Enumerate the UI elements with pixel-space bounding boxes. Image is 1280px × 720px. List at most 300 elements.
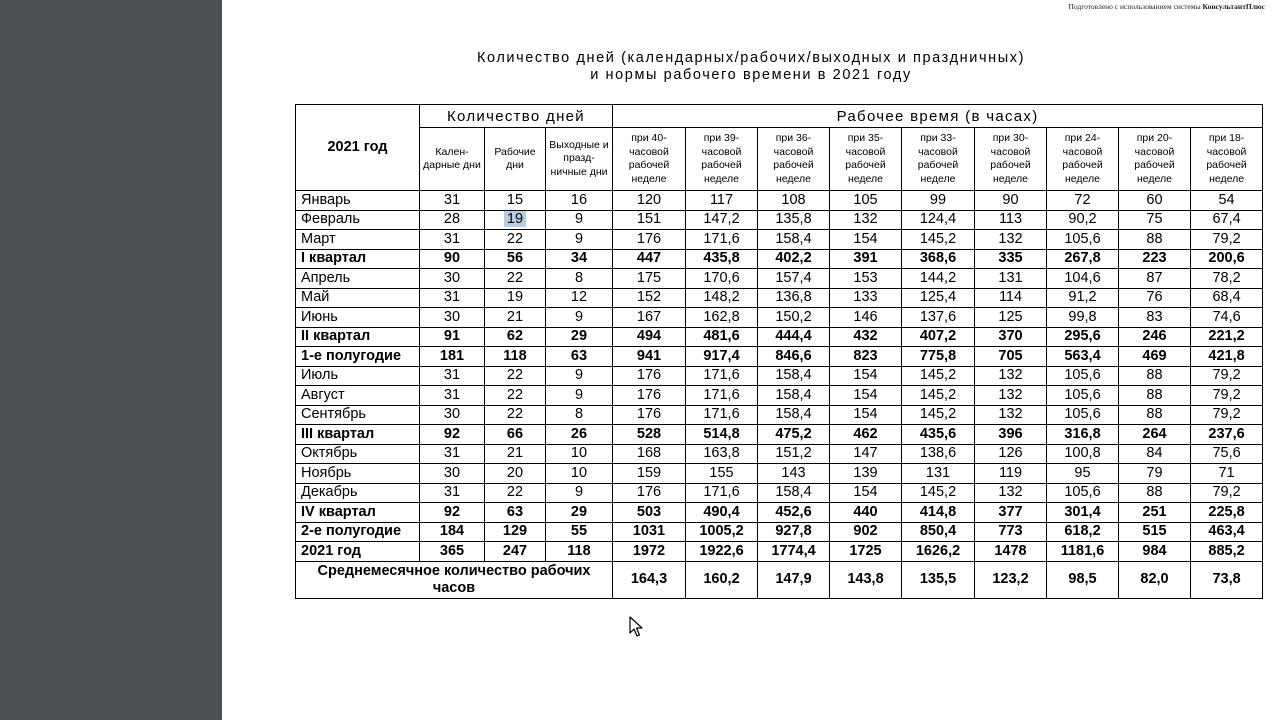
- table-cell: 407,2: [902, 327, 975, 347]
- table-cell: 368,6: [902, 249, 975, 269]
- table-cell: 440: [830, 503, 902, 523]
- table-cell: 62: [485, 327, 546, 347]
- table-cell: 95: [1047, 464, 1119, 484]
- table-cell: 79,2: [1191, 366, 1263, 386]
- table-cell: 132: [975, 405, 1047, 425]
- table-cell: 84: [1119, 444, 1191, 464]
- mouse-cursor-icon: [629, 616, 643, 638]
- table-cell: 20: [485, 464, 546, 484]
- col-hours-week-1-header: при 39-часовой рабочей неделе: [686, 128, 758, 191]
- table-cell: 29: [546, 327, 613, 347]
- table-cell: 99: [902, 191, 975, 211]
- table-cell: 31: [420, 230, 485, 250]
- table-cell: 8: [546, 405, 613, 425]
- table-cell: 19: [485, 288, 546, 308]
- average-hours-row: [296, 561, 1263, 598]
- table-cell: 74,6: [1191, 308, 1263, 328]
- table-cell: 16: [546, 191, 613, 211]
- table-cell: 76: [1119, 288, 1191, 308]
- row-label: Август: [296, 386, 420, 406]
- table-cell: 144,2: [902, 269, 975, 289]
- table-cell: 155: [686, 464, 758, 484]
- table-cell: 1478: [975, 542, 1047, 562]
- table-cell: 1626,2: [902, 542, 975, 562]
- table-cell: 75,6: [1191, 444, 1263, 464]
- table-row: [296, 191, 1263, 211]
- table-cell: 158,4: [758, 483, 830, 503]
- table-cell: 8: [546, 269, 613, 289]
- row-label: Октябрь: [296, 444, 420, 464]
- table-cell: 136,8: [758, 288, 830, 308]
- table-cell: 251: [1119, 503, 1191, 523]
- table-cell: 151,2: [758, 444, 830, 464]
- table-cell: 432: [830, 327, 902, 347]
- row-label: Ноябрь: [296, 464, 420, 484]
- table-row: [296, 210, 1263, 230]
- table-cell: 15: [485, 191, 546, 211]
- table-cell: 452,6: [758, 503, 830, 523]
- document-title: [222, 50, 1280, 84]
- title-line-2: и нормы рабочего времени в 2021 году: [590, 67, 912, 83]
- table-cell: 9: [546, 308, 613, 328]
- row-label: 1-е полугодие: [296, 347, 420, 367]
- table-cell: 365: [420, 542, 485, 562]
- work-time-table: [295, 104, 1263, 599]
- table-cell: 66: [485, 425, 546, 445]
- table-cell: 151: [613, 210, 686, 230]
- table-cell: 87: [1119, 269, 1191, 289]
- table-cell: 158,4: [758, 405, 830, 425]
- row-label: II квартал: [296, 327, 420, 347]
- table-row: [296, 366, 1263, 386]
- table-cell: 176: [613, 366, 686, 386]
- col-weekend-days-header: Выходные и празд-ничные дни: [546, 128, 613, 191]
- table-cell: 154: [830, 483, 902, 503]
- table-cell: 515: [1119, 522, 1191, 542]
- table-cell: 246: [1119, 327, 1191, 347]
- average-hours-cell: 143,8: [830, 561, 902, 598]
- table-cell: 79,2: [1191, 230, 1263, 250]
- table-cell: 463,4: [1191, 522, 1263, 542]
- col-calendar-days-header: Кален-дарные дни: [420, 128, 485, 191]
- average-hours-cell: 98,5: [1047, 561, 1119, 598]
- average-hours-cell: 135,5: [902, 561, 975, 598]
- table-cell: 31: [420, 366, 485, 386]
- average-hours-cell: 160,2: [686, 561, 758, 598]
- table-cell: 83: [1119, 308, 1191, 328]
- table-cell: 72: [1047, 191, 1119, 211]
- table-cell: 823: [830, 347, 902, 367]
- table-cell: 88: [1119, 483, 1191, 503]
- table-cell: 773: [975, 522, 1047, 542]
- table-cell: 1972: [613, 542, 686, 562]
- header-note: [1068, 2, 1265, 11]
- average-hours-cell: 82,0: [1119, 561, 1191, 598]
- table-cell: 462: [830, 425, 902, 445]
- table-cell: 775,8: [902, 347, 975, 367]
- group-days-header: Количество дней: [420, 105, 613, 128]
- table-cell: 159: [613, 464, 686, 484]
- table-cell: 503: [613, 503, 686, 523]
- table-cell: 421,8: [1191, 347, 1263, 367]
- table-cell: 147,2: [686, 210, 758, 230]
- table-cell: 90,2: [1047, 210, 1119, 230]
- table-cell: 135,8: [758, 210, 830, 230]
- table-cell: 75: [1119, 210, 1191, 230]
- table-cell: 152: [613, 288, 686, 308]
- table-cell: 120: [613, 191, 686, 211]
- table-cell: 163,8: [686, 444, 758, 464]
- table-cell: 221,2: [1191, 327, 1263, 347]
- table-cell: 414,8: [902, 503, 975, 523]
- table-cell: 31: [420, 386, 485, 406]
- average-hours-cell: 123,2: [975, 561, 1047, 598]
- table-cell: 90: [975, 191, 1047, 211]
- table-cell: 90: [420, 249, 485, 269]
- table-cell: 132: [975, 483, 1047, 503]
- table-cell: 132: [830, 210, 902, 230]
- table-cell: 79,2: [1191, 405, 1263, 425]
- table-cell: 91,2: [1047, 288, 1119, 308]
- table-cell: 114: [975, 288, 1047, 308]
- table-cell: 105,6: [1047, 386, 1119, 406]
- table-cell: 119: [975, 464, 1047, 484]
- table-cell: 124,4: [902, 210, 975, 230]
- table-cell: 30: [420, 308, 485, 328]
- sub-header-row: [296, 128, 1263, 191]
- table-cell: 475,2: [758, 425, 830, 445]
- table-corner-year: 2021 год: [296, 105, 420, 191]
- table-cell: 150,2: [758, 308, 830, 328]
- table-cell: 171,6: [686, 386, 758, 406]
- group-hours-header: Рабочее время (в часах): [613, 105, 1263, 128]
- table-cell: 54: [1191, 191, 1263, 211]
- row-label: 2-е полугодие: [296, 522, 420, 542]
- table-cell: 79,2: [1191, 386, 1263, 406]
- average-hours-cell: 164,3: [613, 561, 686, 598]
- table-cell: 902: [830, 522, 902, 542]
- table-cell: 131: [902, 464, 975, 484]
- col-hours-week-3-header: при 35-часовой рабочей неделе: [830, 128, 902, 191]
- table-cell: 167: [613, 308, 686, 328]
- row-label: Апрель: [296, 269, 420, 289]
- title-line-1: Количество дней (календарных/рабочих/выходных и праздничных): [476, 50, 1026, 66]
- table-cell: 129: [485, 522, 546, 542]
- table-cell: 113: [975, 210, 1047, 230]
- average-hours-cell: 73,8: [1191, 561, 1263, 598]
- col-hours-week-4-header: при 33-часовой рабочей неделе: [902, 128, 975, 191]
- table-cell: 264: [1119, 425, 1191, 445]
- table-cell: 162,8: [686, 308, 758, 328]
- table-cell: 148,2: [686, 288, 758, 308]
- table-row: [296, 249, 1263, 269]
- table-cell: 158,4: [758, 386, 830, 406]
- row-label: Март: [296, 230, 420, 250]
- table-cell: 1922,6: [686, 542, 758, 562]
- table-cell: 30: [420, 405, 485, 425]
- table-cell: 377: [975, 503, 1047, 523]
- table-cell: 132: [975, 366, 1047, 386]
- table-cell: 176: [613, 386, 686, 406]
- table-cell: 118: [485, 347, 546, 367]
- table-row: [296, 522, 1263, 542]
- table-cell: 917,4: [686, 347, 758, 367]
- table-cell: 78,2: [1191, 269, 1263, 289]
- table-cell: 435,6: [902, 425, 975, 445]
- table-cell: 56: [485, 249, 546, 269]
- table-cell: 125,4: [902, 288, 975, 308]
- table-cell: 22: [485, 366, 546, 386]
- table-cell: 370: [975, 327, 1047, 347]
- table-cell: 168: [613, 444, 686, 464]
- table-cell: 55: [546, 522, 613, 542]
- table-cell: 175: [613, 269, 686, 289]
- table-cell: 145,2: [902, 230, 975, 250]
- table-cell: 132: [975, 386, 1047, 406]
- table-cell: 60: [1119, 191, 1191, 211]
- table-cell: 171,6: [686, 366, 758, 386]
- table-cell: 10: [546, 464, 613, 484]
- table-cell: 237,6: [1191, 425, 1263, 445]
- row-label: Сентябрь: [296, 405, 420, 425]
- table-cell: 79: [1119, 464, 1191, 484]
- table-cell: 31: [420, 483, 485, 503]
- table-cell: 68,4: [1191, 288, 1263, 308]
- table-cell: 21: [485, 444, 546, 464]
- table-cell: 145,2: [902, 366, 975, 386]
- table-cell: 705: [975, 347, 1047, 367]
- table-cell: 184: [420, 522, 485, 542]
- table-cell: 391: [830, 249, 902, 269]
- table-cell: 63: [485, 503, 546, 523]
- table-cell: 139: [830, 464, 902, 484]
- table-cell: 133: [830, 288, 902, 308]
- table-cell: 88: [1119, 386, 1191, 406]
- table-cell: 88: [1119, 230, 1191, 250]
- table-cell: 117: [686, 191, 758, 211]
- table-cell: 941: [613, 347, 686, 367]
- table-cell: 267,8: [1047, 249, 1119, 269]
- table-cell: 79,2: [1191, 483, 1263, 503]
- table-cell: 145,2: [902, 405, 975, 425]
- row-label: Февраль: [296, 210, 420, 230]
- table-cell: 200,6: [1191, 249, 1263, 269]
- table-cell: 105,6: [1047, 230, 1119, 250]
- table-cell: 26: [546, 425, 613, 445]
- table-cell: 247: [485, 542, 546, 562]
- table-row: [296, 269, 1263, 289]
- table-row: [296, 405, 1263, 425]
- table-cell: 618,2: [1047, 522, 1119, 542]
- table-cell: 158,4: [758, 366, 830, 386]
- selected-text[interactable]: 19: [504, 211, 526, 227]
- col-hours-week-8-header: при 18-часовой рабочей неделе: [1191, 128, 1263, 191]
- table-cell: 157,4: [758, 269, 830, 289]
- table-cell: 154: [830, 366, 902, 386]
- table-cell: 132: [975, 230, 1047, 250]
- table-row: [296, 483, 1263, 503]
- table-cell: 225,8: [1191, 503, 1263, 523]
- table-cell: 29: [546, 503, 613, 523]
- table-body: [296, 191, 1263, 599]
- table-cell: 126: [975, 444, 1047, 464]
- row-label: I квартал: [296, 249, 420, 269]
- table-cell: 154: [830, 386, 902, 406]
- table-cell: 301,4: [1047, 503, 1119, 523]
- table-cell: 435,8: [686, 249, 758, 269]
- table-cell: 143: [758, 464, 830, 484]
- table-cell: 30: [420, 269, 485, 289]
- table-row: [296, 308, 1263, 328]
- table-cell: 176: [613, 483, 686, 503]
- row-label: Январь: [296, 191, 420, 211]
- table-row: [296, 425, 1263, 445]
- table-cell: 34: [546, 249, 613, 269]
- table-cell: 10: [546, 444, 613, 464]
- table-cell: 447: [613, 249, 686, 269]
- row-label: Июнь: [296, 308, 420, 328]
- table-cell: 223: [1119, 249, 1191, 269]
- table-row: [296, 327, 1263, 347]
- table-cell: 927,8: [758, 522, 830, 542]
- table-cell: 88: [1119, 366, 1191, 386]
- col-hours-week-0-header: при 40-часовой рабочей неделе: [613, 128, 686, 191]
- table-cell: 1774,4: [758, 542, 830, 562]
- table-cell: 154: [830, 405, 902, 425]
- table-cell: 402,2: [758, 249, 830, 269]
- table-cell: 481,6: [686, 327, 758, 347]
- table-cell: 170,6: [686, 269, 758, 289]
- table-cell: 145,2: [902, 483, 975, 503]
- col-hours-week-7-header: при 20-часовой рабочей неделе: [1119, 128, 1191, 191]
- table-cell: 181: [420, 347, 485, 367]
- table-cell: 9: [546, 386, 613, 406]
- table-cell: 147: [830, 444, 902, 464]
- table-cell: 67,4: [1191, 210, 1263, 230]
- table-cell: 396: [975, 425, 1047, 445]
- table-cell: 563,4: [1047, 347, 1119, 367]
- table-cell: 92: [420, 425, 485, 445]
- table-cell: 30: [420, 464, 485, 484]
- table-row: [296, 288, 1263, 308]
- table-cell: 154: [830, 230, 902, 250]
- row-label: IV квартал: [296, 503, 420, 523]
- table-cell: 137,6: [902, 308, 975, 328]
- viewer-sidebar: [0, 0, 222, 720]
- table-cell: 146: [830, 308, 902, 328]
- table-cell: 21: [485, 308, 546, 328]
- table-cell: 171,6: [686, 405, 758, 425]
- average-hours-cell: 147,9: [758, 561, 830, 598]
- table-cell: 31: [420, 444, 485, 464]
- table-cell: 88: [1119, 405, 1191, 425]
- table-cell: [485, 210, 546, 230]
- table-cell: 108: [758, 191, 830, 211]
- table-cell: 100,8: [1047, 444, 1119, 464]
- table-row: [296, 542, 1263, 562]
- col-hours-week-2-header: при 36-часовой рабочей неделе: [758, 128, 830, 191]
- table-cell: 118: [546, 542, 613, 562]
- table-cell: 9: [546, 230, 613, 250]
- table-row: [296, 503, 1263, 523]
- header-note-prefix: Подготовлено с использованием системы: [1068, 2, 1201, 11]
- table-cell: 984: [1119, 542, 1191, 562]
- table-row: [296, 444, 1263, 464]
- table-cell: 31: [420, 288, 485, 308]
- row-label: 2021 год: [296, 542, 420, 562]
- table-cell: 91: [420, 327, 485, 347]
- table-cell: 514,8: [686, 425, 758, 445]
- table-cell: 22: [485, 405, 546, 425]
- table-cell: 99,8: [1047, 308, 1119, 328]
- table-cell: 12: [546, 288, 613, 308]
- table-cell: 28: [420, 210, 485, 230]
- average-hours-label: Среднемесячное количество рабочих часов: [296, 561, 613, 598]
- table-cell: 444,4: [758, 327, 830, 347]
- table-cell: 153: [830, 269, 902, 289]
- table-cell: 490,4: [686, 503, 758, 523]
- table-cell: 158,4: [758, 230, 830, 250]
- header-note-brand: КонсультантПлюс: [1202, 2, 1265, 11]
- table-cell: 176: [613, 230, 686, 250]
- table-cell: 92: [420, 503, 485, 523]
- table-cell: 171,6: [686, 230, 758, 250]
- table-cell: 846,6: [758, 347, 830, 367]
- row-label: III квартал: [296, 425, 420, 445]
- table-cell: 850,4: [902, 522, 975, 542]
- table-cell: 22: [485, 386, 546, 406]
- table-cell: 295,6: [1047, 327, 1119, 347]
- table-cell: 131: [975, 269, 1047, 289]
- table-cell: 335: [975, 249, 1047, 269]
- table-cell: 171,6: [686, 483, 758, 503]
- table-row: [296, 347, 1263, 367]
- table-cell: 1005,2: [686, 522, 758, 542]
- table-cell: 63: [546, 347, 613, 367]
- table-cell: 22: [485, 230, 546, 250]
- table-cell: 105,6: [1047, 405, 1119, 425]
- table-cell: 528: [613, 425, 686, 445]
- table-row: [296, 464, 1263, 484]
- table-cell: 9: [546, 366, 613, 386]
- table-cell: 22: [485, 269, 546, 289]
- table-cell: 71: [1191, 464, 1263, 484]
- table-cell: 1031: [613, 522, 686, 542]
- table-cell: 125: [975, 308, 1047, 328]
- table-cell: 105,6: [1047, 483, 1119, 503]
- col-hours-week-5-header: при 30-часовой рабочей неделе: [975, 128, 1047, 191]
- table-cell: 176: [613, 405, 686, 425]
- col-hours-week-6-header: при 24-часовой рабочей неделе: [1047, 128, 1119, 191]
- table-cell: 1181,6: [1047, 542, 1119, 562]
- col-working-days-header: Рабочие дни: [485, 128, 546, 191]
- table-cell: 105: [830, 191, 902, 211]
- table-cell: 1725: [830, 542, 902, 562]
- row-label: Май: [296, 288, 420, 308]
- table-row: [296, 230, 1263, 250]
- table-cell: 145,2: [902, 386, 975, 406]
- table-cell: 469: [1119, 347, 1191, 367]
- table-cell: 105,6: [1047, 366, 1119, 386]
- row-label: Июль: [296, 366, 420, 386]
- row-label: Декабрь: [296, 483, 420, 503]
- table-cell: 316,8: [1047, 425, 1119, 445]
- table-cell: 9: [546, 210, 613, 230]
- table-cell: 885,2: [1191, 542, 1263, 562]
- table-cell: 22: [485, 483, 546, 503]
- table-cell: 31: [420, 191, 485, 211]
- table-cell: 138,6: [902, 444, 975, 464]
